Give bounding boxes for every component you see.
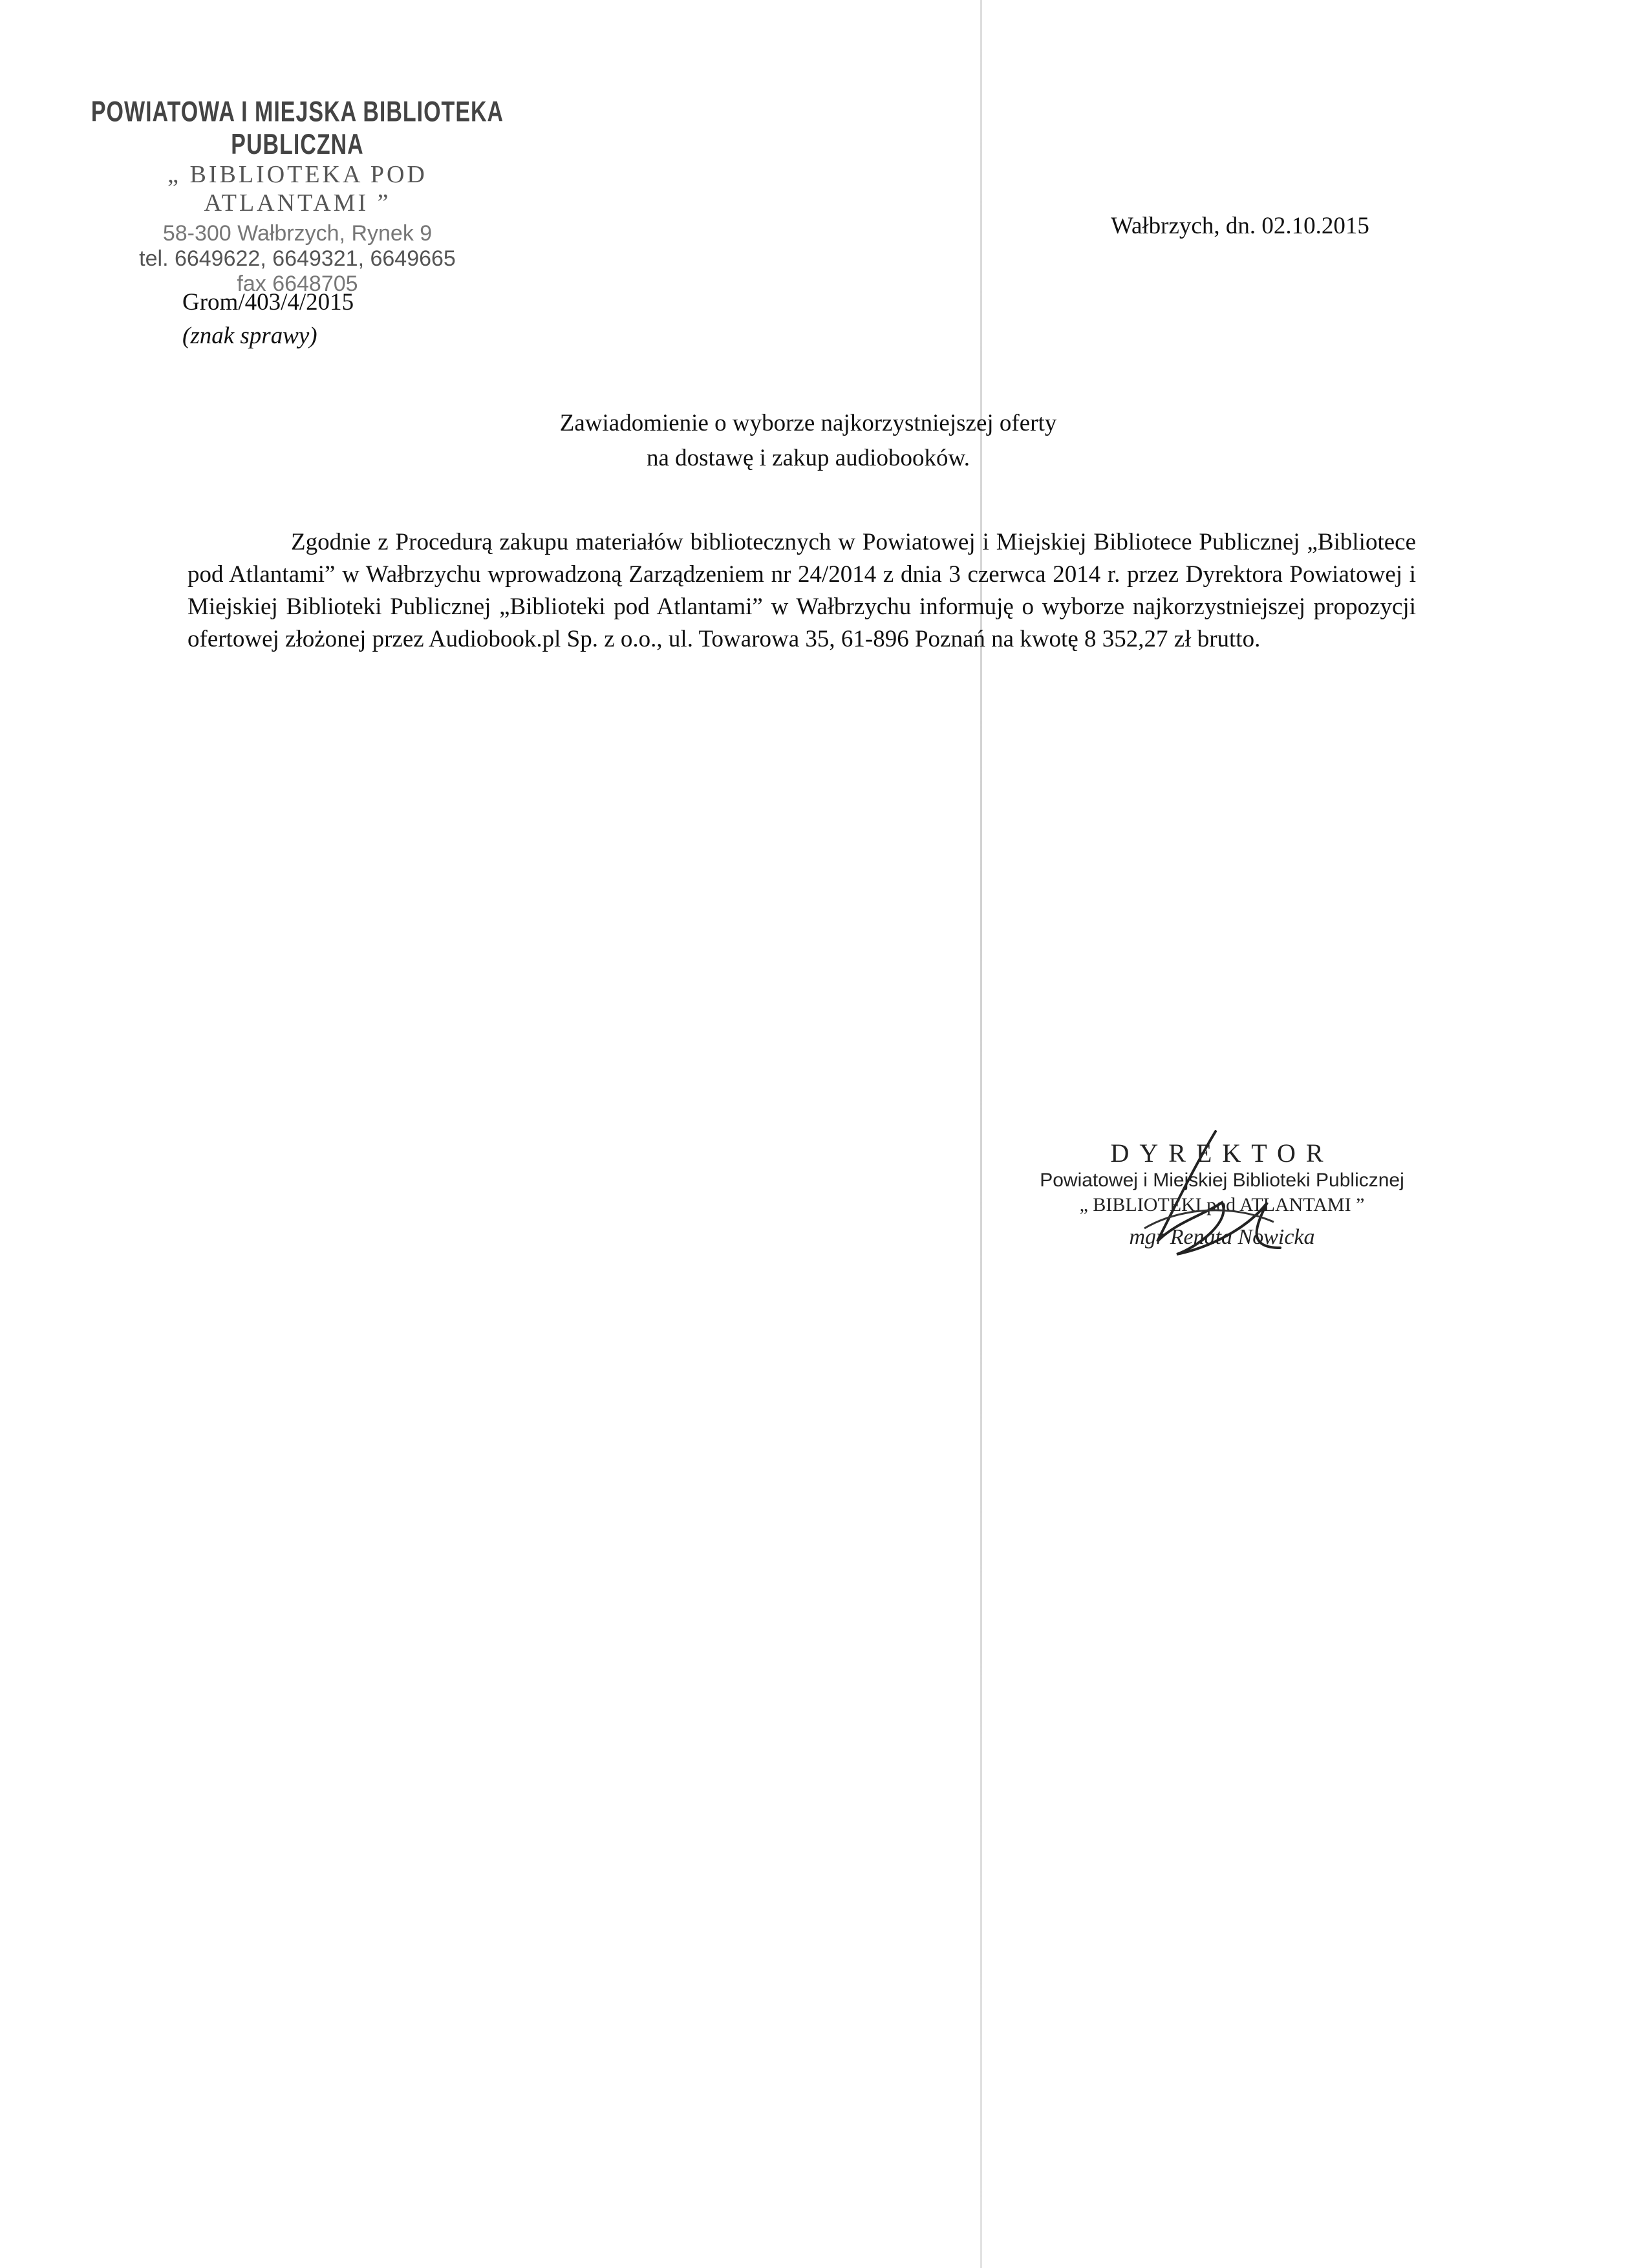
director-signature-stamp bbox=[1022, 1138, 1422, 1250]
stamp-line-fax: fax 6648705 bbox=[237, 272, 358, 296]
case-reference bbox=[182, 286, 354, 353]
stamp-line-name: „ BIBLIOTEKA POD ATLANTAMI ” bbox=[167, 161, 427, 217]
case-note: (znak sprawy) bbox=[182, 323, 317, 349]
signature-title: DYREKTOR bbox=[1110, 1139, 1334, 1168]
stamp-line-address: 58-300 Wałbrzych, Rynek 9 bbox=[162, 221, 433, 246]
signature-institution: Powiatowej i Miejskiej Biblioteki Publicznej bbox=[1040, 1170, 1404, 1191]
title-line-1: Zawiadomienie o wyborze najkorzystniejszej oferty bbox=[559, 410, 1057, 436]
document-title bbox=[453, 406, 1164, 476]
signature-library-name: „ BIBLIOTEKI pod ATLANTAMI ” bbox=[1079, 1194, 1365, 1215]
handwritten-signature bbox=[1119, 1125, 1300, 1267]
body-paragraph: Zgodnie z Procedurą zakupu materiałów bibliotecznych w Powiatowej i Miejskiej Bibliotece Publicznej „Bibliotece pod Atlantami” w Wałbrzychu wprowadzoną Zarządzeniem nr 24/2014 z dnia 3 czerwca 2014 r. przez Dyrektora Powiatowej i Miejskiej Biblioteki Publicznej „Biblioteki pod Atlantami” w Wałbrzychu informuję o wyborze najkorzystniejszej propozycji ofertowej złożonej przez Audiobook.pl Sp. z o.o., ul. Towarowa 35, 61-896 Poznań na kwotę 8 352,27 zł brutto. bbox=[188, 529, 1416, 652]
scan-fold-line bbox=[980, 0, 982, 2268]
case-number: Grom/403/4/2015 bbox=[182, 289, 354, 316]
stamp-line-institution: POWIATOWA I MIEJSKA BIBLIOTEKA PUBLICZNA bbox=[91, 96, 504, 161]
library-stamp bbox=[91, 96, 504, 297]
document-date: Wałbrzych, dn. 02.10.2015 bbox=[1111, 213, 1369, 239]
stamp-line-phone: tel. 6649622, 6649321, 6649665 bbox=[139, 246, 456, 271]
title-line-2: na dostawę i zakup audiobooków. bbox=[646, 445, 970, 471]
signature-person: mgr Renata Nowicka bbox=[1129, 1225, 1315, 1249]
document-body bbox=[188, 526, 1416, 656]
